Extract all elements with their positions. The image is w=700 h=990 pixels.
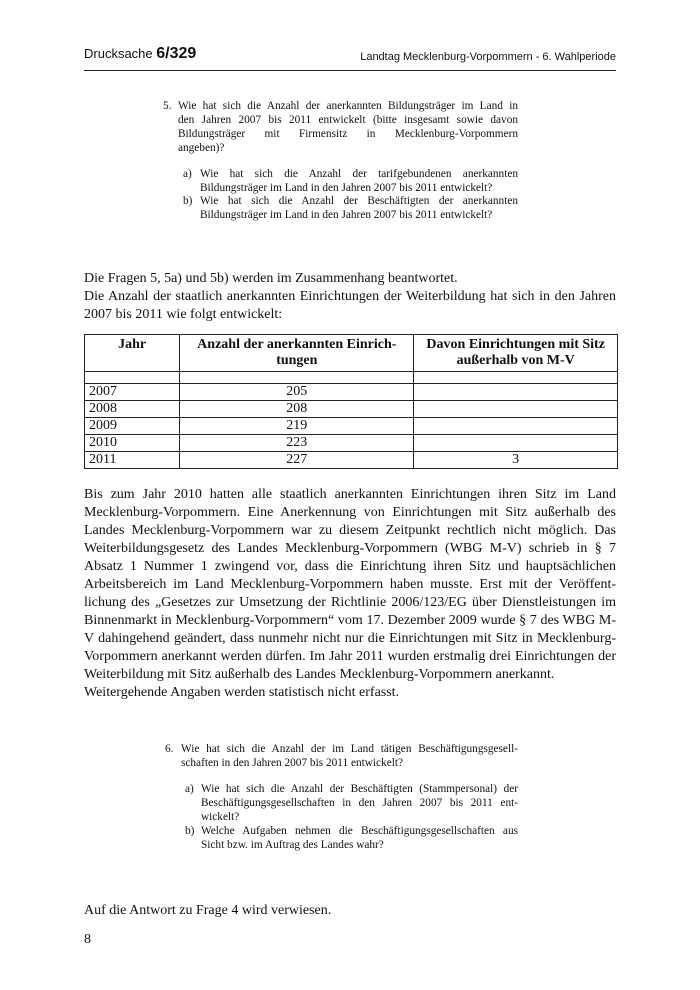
header-count: Anzahl der anerkannten Einrich- tungen [180,335,414,372]
answer-5-body [84,486,616,702]
page-header [84,42,616,71]
answer-5-intro [84,270,616,324]
question-6a-line: Wie hat sich die Anzahl der Beschäftigten (Stammpersonal) der [201,783,518,795]
question-5 [163,99,518,155]
table-spacer-row [85,372,618,384]
document-number-value: 6/329 [156,45,197,62]
question-6a-line: wickelt? [201,811,240,823]
question-6b-letter: b) [185,825,195,837]
header-year: Jahr [85,335,180,372]
cell-count: 208 [180,401,414,418]
answer-5-closing: Weitergehende Angaben werden statistisch nicht erfasst. [84,685,400,700]
answer-5-paragraph: Bis zum Jahr 2010 hatten alle staatlich anerkannten Einrichtungen ihren Sitz im Land Mecklenburg-Vorpommern. Eine Anerkennung von Einrichtungen mit Sitz außerhalb des Landes Mecklenburg-Vorpommern war zu diesem Zeitpunkt rechtlich nicht möglich. Das Weiterbildungsgesetz des Landes Mecklenburg-Vorpommern (WBG M-V) schrieb in § 7 Absatz 1 Nummer 1 zwingend vor, dass die Einrichtung ihren Sitz und hauptsächlichen Arbeitsbereich im Land Mecklenburg-Vorpommern haben musste. Erst mit der Veröffent-lichung des „Gesetzes zur Umsetzung der Richtlinie 2006/123/EG über Dienstleistungen im Binnenmarkt in Mecklenburg-Vorpommern“ vom 17. Dezember 2009 wurde § 7 des WBG M-V dahingehend geändert, dass nunmehr nicht nur die Einrichtungen mit Sitz in Mecklenburg-Vorpommern anerkannt werden dürfen. Im Jahr 2011 wurden erstmalig drei Einrichtungen der Weiterbildung mit Sitz außerhalb des Landes Mecklenburg-Vorpommern anerkannt. [84,487,616,682]
answer-6: Auf die Antwort zu Frage 4 wird verwiesen. [84,903,332,918]
question-6a-line: Beschäftigungsgesellschaften in den Jahren 2007 bis 2011 ent- [201,797,518,809]
cell-year: 2007 [85,384,180,401]
question-5b-line: Bildungsträger im Land in den Jahren 2007 bis 2011 entwickelt? [200,209,493,221]
question-6b [185,824,518,852]
table-row [85,401,618,418]
question-5-line: Wie hat sich die Anzahl der anerkannten Bildungsträger im Land in [178,100,518,112]
header-outside: Davon Einrichtungen mit Sitz außerhalb von M-V [414,335,618,372]
question-6-line: Wie hat sich die Anzahl der im Land tätigen Beschäftigungsgesell- [181,743,518,755]
table-row [85,384,618,401]
cell-year: 2011 [85,452,180,469]
cell-count: 227 [180,452,414,469]
cell-outside [414,401,618,418]
question-6-number: 6. [165,743,174,755]
table-row [85,418,618,435]
cell-outside: 3 [414,452,618,469]
question-5-number: 5. [163,100,172,112]
table-header-row [85,335,618,372]
question-5b [183,194,518,222]
cell-outside [414,384,618,401]
question-6a-letter: a) [185,783,194,795]
answer-5-intro-line2: Die Anzahl der staatlich anerkannten Einrichtungen der Weiterbildung hat sich in den Jahren 2007 bis 2011 wie folgt entwickelt: [84,289,616,322]
cell-count: 219 [180,418,414,435]
cell-year: 2010 [85,435,180,452]
page-number: 8 [84,932,91,947]
question-6-line: schaften in den Jahren 2007 bis 2011 entwickelt? [181,757,404,769]
question-5a [183,167,518,195]
cell-outside [414,435,618,452]
cell-count: 205 [180,384,414,401]
parliament-title: Landtag Mecklenburg-Vorpommern - 6. Wahlperiode [360,51,616,63]
cell-year: 2009 [85,418,180,435]
question-5a-letter: a) [183,168,192,180]
question-5a-line: Bildungsträger im Land in den Jahren 2007 bis 2011 entwickelt? [200,182,493,194]
document-number [84,45,196,63]
question-5-line: Bildungsträger mit Firmensitz in Mecklenburg-Vorpommern [178,128,518,140]
question-5b-line: Wie hat sich die Anzahl der Beschäftigten der anerkannten [200,195,518,207]
table-row [85,435,618,452]
facilities-table [84,334,618,469]
answer-5-intro-line1: Die Fragen 5, 5a) und 5b) werden im Zusammenhang beantwortet. [84,271,458,286]
question-6a [185,782,518,824]
question-6b-line: Welche Aufgaben nehmen die Beschäftigungsgesellschaften aus [201,825,518,837]
cell-count: 223 [180,435,414,452]
document-label: Drucksache [84,46,153,61]
cell-year: 2008 [85,401,180,418]
question-5-line: den Jahren 2007 bis 2011 entwickelt (bitte insgesamt sowie davon [178,114,518,126]
question-6 [165,742,518,770]
question-6b-line: Sicht bzw. im Auftrag des Landes wahr? [201,839,384,851]
cell-outside [414,418,618,435]
table-row [85,452,618,469]
question-5-line: angeben)? [178,142,225,154]
question-5b-letter: b) [183,195,193,207]
question-5a-line: Wie hat sich die Anzahl der tarifgebundenen anerkannten [200,168,518,180]
